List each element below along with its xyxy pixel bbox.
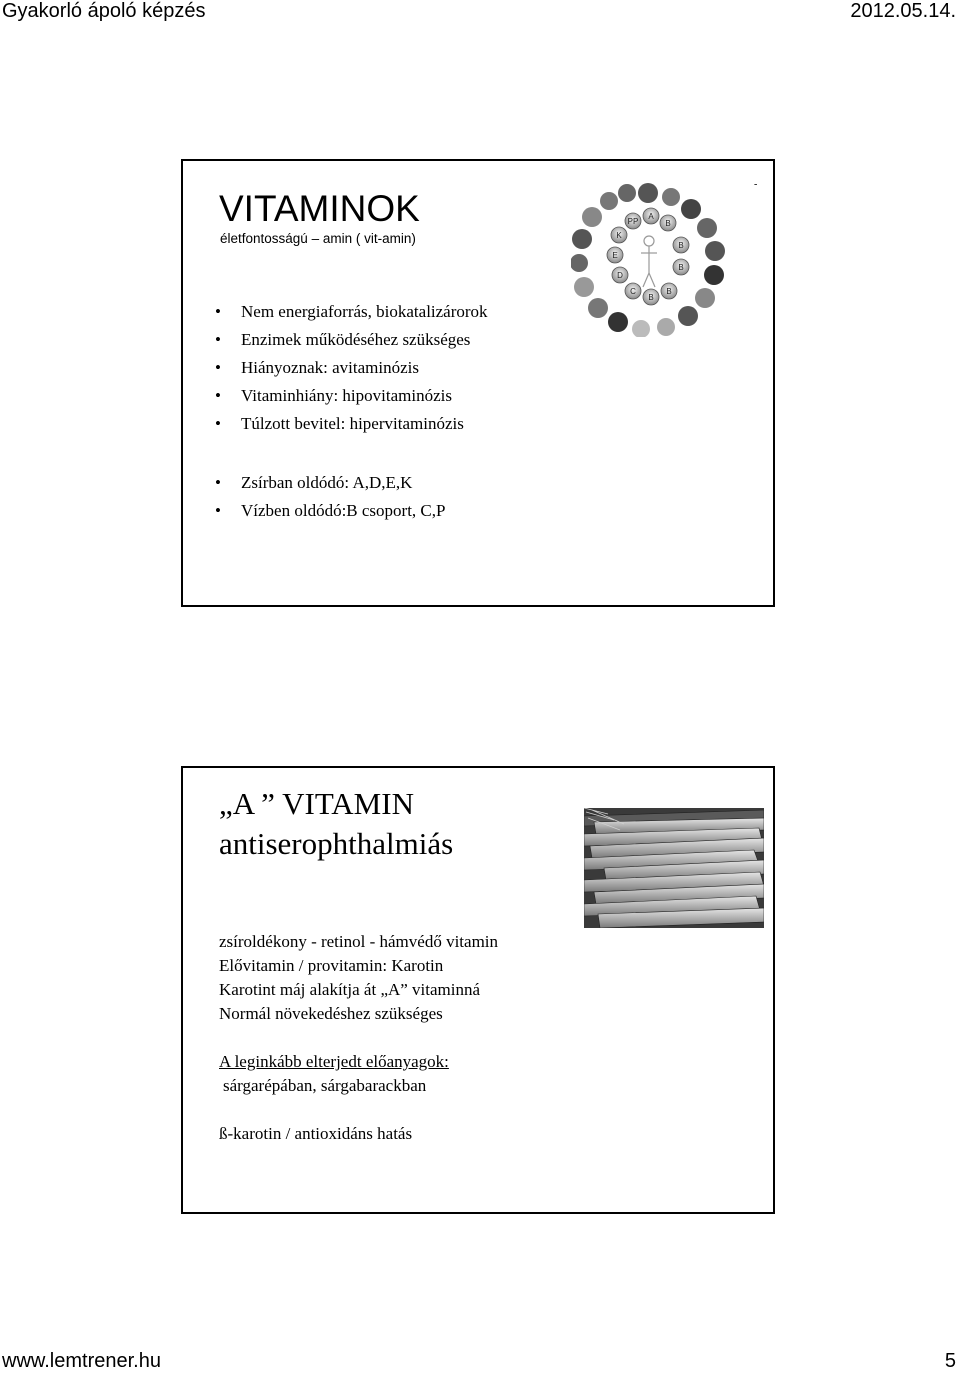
bullet-item: • Vitaminhiány: hipovitaminózis	[211, 382, 488, 410]
page-number: 5	[944, 1350, 956, 1372]
header-date: 2012.05.14.	[850, 0, 956, 22]
wheel-label: PP	[627, 217, 639, 226]
wheel-label: C	[630, 287, 636, 296]
corner-mark: -	[754, 179, 758, 190]
wheel-label: B	[678, 241, 684, 250]
bullet-list-properties	[211, 298, 488, 438]
bullet-item: • Enzimek működéséhez szükséges	[211, 326, 488, 354]
header-title: Gyakorló ápoló képzés	[2, 0, 206, 22]
wheel-label: E	[612, 251, 618, 260]
vitamin-wheel-illustration	[571, 183, 725, 337]
slide-subtitle: életfontosságú – amin ( vit-amin)	[220, 231, 416, 246]
bullet-item: • Hiányoznak: avitaminózis	[211, 354, 488, 382]
page-footer	[0, 1350, 960, 1376]
bullet-item: • Nem energiaforrás, biokatalizárorok	[211, 298, 488, 326]
food-ring	[571, 183, 725, 337]
slide-body	[219, 930, 498, 1146]
body-line: Elővitamin / provitamin: Karotin	[219, 956, 444, 975]
slide-vitaminok	[181, 159, 775, 607]
bullet-item: • Zsírban oldódó: A,D,E,K	[211, 469, 445, 497]
wheel-label: B	[666, 287, 672, 296]
slide-title-line1: „A ” VITAMIN	[219, 786, 414, 821]
wheel-label: D	[617, 271, 623, 280]
bullet-item: • Túlzott bevitel: hipervitaminózis	[211, 410, 488, 438]
sources-list: sárgarépában, sárgabarackban	[223, 1076, 427, 1095]
vitamin-badges	[607, 208, 689, 305]
bullet-list-solubility	[211, 469, 445, 525]
wheel-label: K	[616, 231, 622, 240]
wheel-label: A	[648, 212, 654, 221]
footer-site: www.lemtrener.hu	[2, 1350, 161, 1372]
wheel-label: B	[665, 219, 671, 228]
page-header	[0, 0, 960, 26]
body-line: Karotint máj alakítja át „A” vitaminná	[219, 980, 481, 999]
carrots-photo	[584, 808, 764, 928]
body-line: zsíroldékony - retinol - hámvédő vitamin	[219, 932, 499, 951]
slide-a-vitamin	[181, 766, 775, 1214]
slide-title: VITAMINOK	[219, 188, 420, 229]
sources-heading: A leginkább elterjedt előanyagok:	[219, 1052, 449, 1071]
human-figure	[641, 236, 657, 287]
wheel-label: B	[648, 293, 654, 302]
slide-title-line2: antiserophthalmiás	[219, 826, 454, 861]
bullet-item: • Vízben oldódó:B csoport, C,P	[211, 497, 445, 525]
slide-title	[219, 784, 453, 864]
beta-carotene-line: ß-karotin / antioxidáns hatás	[219, 1124, 413, 1143]
body-line: Normál növekedéshez szükséges	[219, 1004, 443, 1023]
wheel-label: B	[678, 263, 684, 272]
